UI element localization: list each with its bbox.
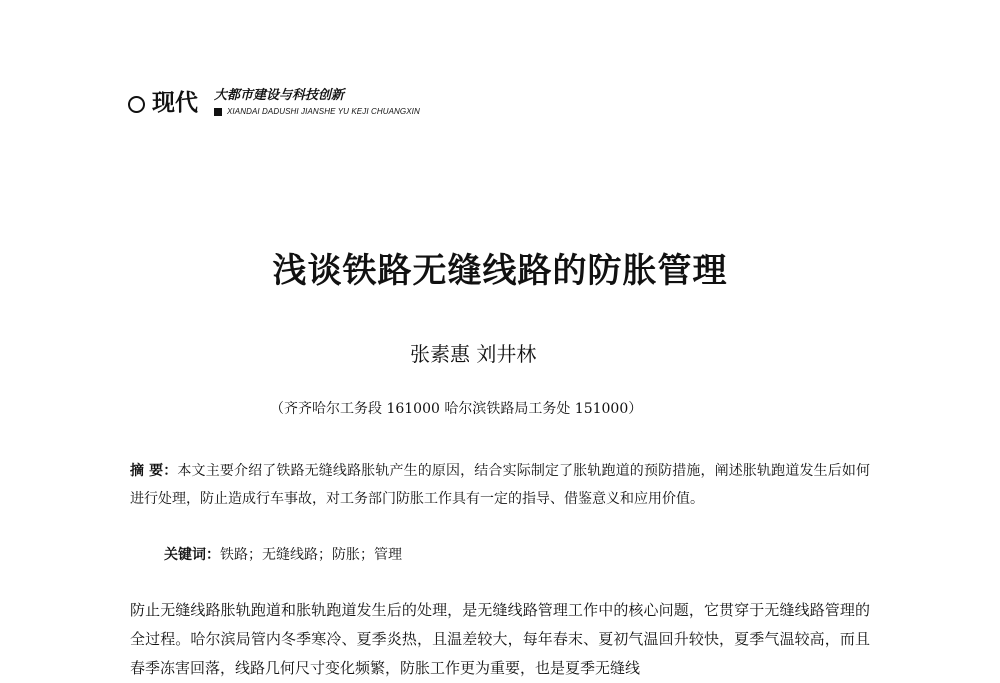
journal-logo-circle-icon bbox=[128, 96, 145, 113]
journal-name-english: XIANDAI DADUSHI JIANSHE YU KEJI CHUANGXIN bbox=[227, 107, 420, 116]
abstract bbox=[130, 457, 870, 513]
abstract-text: 本文主要介绍了铁路无缝线路胀轨产生的原因，结合实际制定了胀轨跑道的预防措施，阐述胀轨跑道发生后如何进行处理，防止造成行车事故，对工务部门防胀工作具有一定的指导、借鉴意义和应用价值。 bbox=[130, 463, 870, 507]
body-paragraph: 防止无缝线路胀轨跑道和胀轨跑道发生后的处理，是无缝线路管理工作中的核心问题，它贯穿于无缝线路管理的全过程。哈尔滨局管内冬季寒冷、夏季炎热，且温差较大，每年春末、夏初气温回升较快，夏季气温较高，而且春季冻害回落，线路几何尺寸变化频繁，防胀工作更为重要，也是夏季无缝线 bbox=[130, 601, 870, 677]
keywords-label: 关键词： bbox=[164, 547, 220, 563]
keywords-text: 铁路；无缝线路；防胀；管理 bbox=[220, 547, 402, 563]
article-title: 浅谈铁路无缝线路的防胀管理 bbox=[272, 251, 728, 291]
abstract-label: 摘 要： bbox=[130, 463, 178, 479]
journal-name-main: 现代 bbox=[152, 90, 198, 116]
author-affiliation: （齐齐哈尔工务段 161000 哈尔滨铁路局工务处 151000） bbox=[270, 401, 643, 417]
journal-name-subtitle: 大都市建设与科技创新 bbox=[214, 88, 345, 103]
article-authors: 张素惠 刘井林 bbox=[410, 342, 537, 366]
keywords bbox=[164, 541, 402, 569]
square-bullet-icon bbox=[214, 108, 222, 116]
